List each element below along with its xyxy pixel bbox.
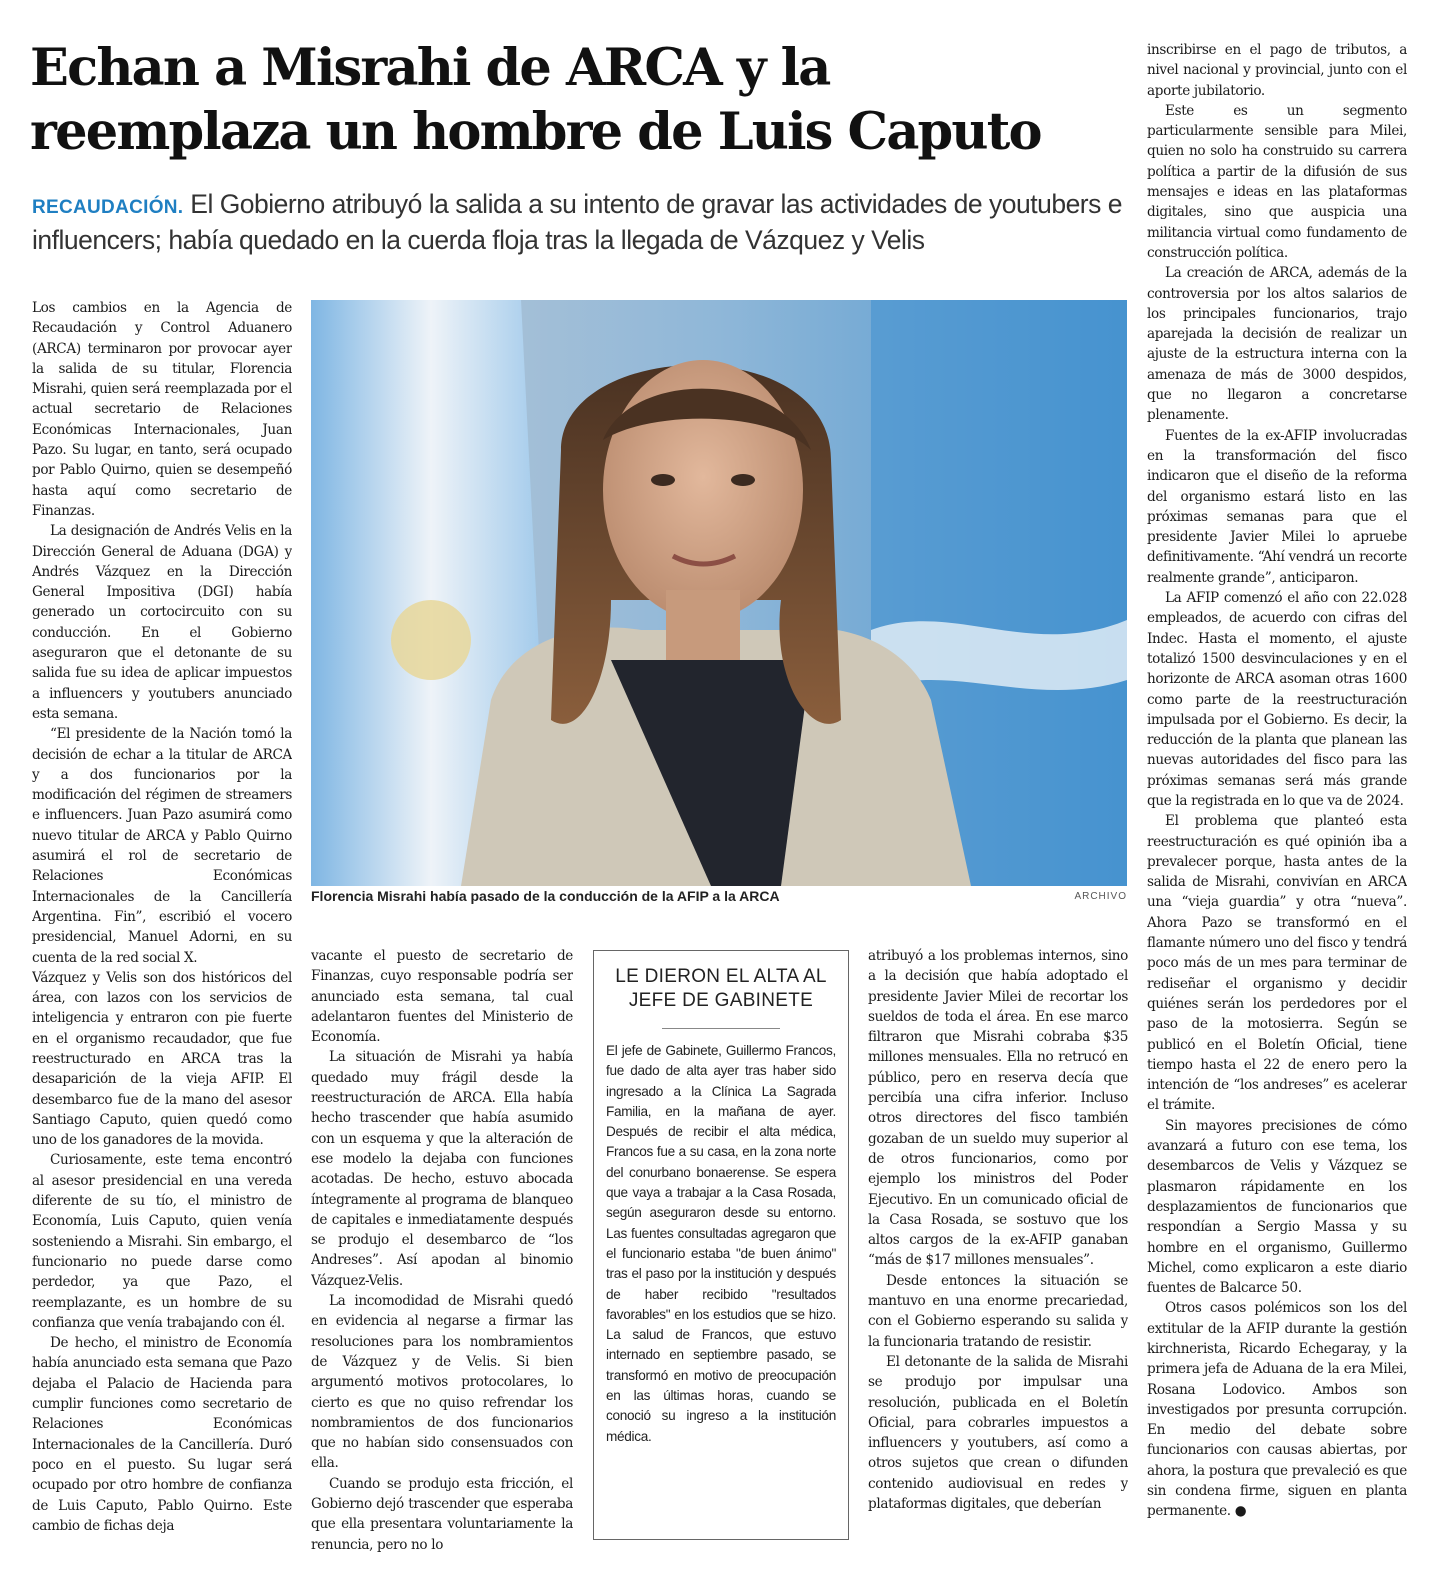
paragraph: Curiosamente, este tema encontró al asesor presidencial en una vereda diferente de su tío, el ministro de Economía, Luis Caputo, quien venía sosteniendo a Misrahi. Sin embargo, el funcionario no puede darse como perdedor, ya que Pazo, el reemplazante, es un hombre de su confianza que venía trabajando con él. (32, 1152, 292, 1331)
paragraph: Desde entonces la situación se mantuvo en una enorme precariedad, con el Gobierno esperando su salida y la funcionaria tratando de resistir. (868, 1272, 1128, 1350)
paragraph: El detonante de la salida de Misrahi se produjo por impulsar una resolución, publicada en el Boletín Oficial, para cobrarles impuestos a influencers y youtubers, así como a otros sujetos que crean o difunden contenido audiovisual en redes y plataformas digitales, que deberían (868, 1353, 1128, 1513)
paragraph: Cuando se produjo esta fricción, el Gobierno dejó trascender que esperaba que ella presentara voluntariamente la renuncia, pero no lo (311, 1475, 573, 1553)
paragraph: La designación de Andrés Velis en la Dirección General de Aduana (DGA) y Andrés Vázquez en la Dirección General Impositiva (DGI) había generado un cortocircuito con su conducción. En el Gobierno aseguraron que el detonante de su salida fue su idea de aplicar impuestos a influencers y youtubers anunciado esta semana. (32, 523, 292, 722)
article-photo (311, 300, 1127, 886)
paragraph: Vázquez y Velis son dos históricos del área, con lazos con los servicios de inteligencia y entraron con pie fuerte en el organismo recaudador, que fue reestructurado en ARCA tras la desaparición de la vieja AFIP. El desembarco fue de la mano del asesor Santiago Caputo, quien quedó como uno de los ganadores de la movida. (32, 969, 292, 1149)
paragraph: De hecho, el ministro de Economía había anunciado esta semana que Pazo dejaba el Palacio de Hacienda para cumplir funciones como secretario de Relaciones Económicas Internacionales de la Cancillería. Duró poco en el puesto. Su lugar será ocupado por otro hombre de confianza de Luis Caputo, Pablo Quirno. Este cambio de fichas deja (32, 1335, 292, 1534)
article-column-4 (868, 946, 1128, 1560)
headline-line-2: reemplaza un hombre de Luis Caputo (30, 102, 1041, 162)
article-column-5 (1147, 40, 1407, 1562)
paragraph: La creación de ARCA, además de la controversia por los altos salarios de los principales funcionarios, trajo aparejada la decisión de realizar un ajuste de la estructura interna con la amenaza de más de 3000 despidos, que no llegaron a concretarse plenamente. (1147, 265, 1407, 424)
photo-caption (311, 888, 1127, 912)
sidebar-box-body: El jefe de Gabinete, Guillermo Francos, fue dado de alta ayer tras haber sido ingresado a la Clínica La Sagrada Familia, en la mañana de ayer. Después de recibir el alta médica, Francos fue a su casa, en la zona norte del conurbano bonaerense. Se espera que vaya a trabajar a la Casa Rosada, según aseguraron desde su entorno. Las fuentes consultadas agregaron que el funcionario estaba "de buen ánimo" tras el paso por la institución y después de haber recibido "resultados favorables" en los estudios que se hizo. La salud de Francos, que estuvo internado en septiembre pasado, se transformó en motivo de preocupación en las últimas horas, cuando se conoció su ingreso a la institución médica. (606, 1043, 836, 1444)
deck (32, 188, 1147, 256)
paragraph: La situación de Misrahi ya había quedado muy frágil desde la reestructuración de ARCA. Ella había hecho trascender que había asumido con un esquema y que la alteración de ese modelo la dejaba con funciones acotadas. De hecho, estuvo abocada íntegramente al programa de blanqueo de capitales e inmediatamente después se produjo el desembarco de “los Andreses”. Así apodan al binomio Vázquez-Velis. (311, 1049, 573, 1289)
paragraph: Sin mayores precisiones de cómo avanzará a futuro con ese tema, los desembarcos de Velis y Vázquez se plasmaron rápidamente en los desplazamientos de funcionarios que respondían a Sergio Massa y su hombre en el organismo, Guillermo Michel, como explicaron a este diario fuentes de Balcarce 50. (1147, 1117, 1407, 1297)
paragraph (1147, 1298, 1407, 1521)
paragraph: atribuyó a los problemas internos, sino a la decisión que había adoptado el presidente Javier Milei de recortar los sueldos de toda el área. En ese marco filtraron que Misrahi cobraba $35 millones mensuales. Ella no retrucó en público, pero en reserva decía que percibía una cifra inferior. Incluso otros directores del fisco también gozaban de un sueldo muy superior al de otros funcionarios, como por ejemplo los ministros del Poder Ejecutivo. En un comunicado oficial de la Casa Rosada, se sostuvo que los altos cargos de la ex-AFIP ganaban “más de $17 millones mensuales”. (868, 948, 1128, 1269)
article-column-2 (311, 946, 573, 1560)
paragraph-text: Otros casos polémicos son los del extitular de la AFIP durante la gestión kirchnerista, Ricardo Echegaray, y la primera jefa de Aduana de la era Milei, Rosana Lodovico. Ambos son investigados por presunta corrupción. En medio del debate sobre funcionarios con causas abiertas, por ahora, la postura que prevaleció es que sin condena firme, siguen en planta permanente. (1147, 1300, 1407, 1520)
paragraph: Este es un segmento particularmente sensible para Milei, quien no solo ha construido su carrera política a partir de la difusión de sus mensajes e ideas en las plataformas digitales, sino que auspicia una militancia virtual como fundamento de construcción política. (1147, 102, 1407, 261)
end-mark-icon: ● (1234, 1503, 1247, 1520)
photo-credit: ARCHIVO (1074, 891, 1127, 902)
headline (30, 36, 1140, 164)
paragraph: inscribirse en el pago de tributos, a nivel nacional y provincial, junto con el aporte jubilatorio. (1147, 42, 1407, 99)
article-column-1 (32, 298, 292, 1560)
paragraph: El problema que planteó esta reestructuración es qué opinión iba a prevalecer porque, hasta antes de la salida de Misrahi, convivían en ARCA una “vieja guardia” y otra “nueva”. Ahora Pazo se transformó en el flamante número uno del fisco y tendrá poco más de un mes para terminar de rediseñar el organismo y decidir quiénes serán los perdedores por el paso de la motosierra. Según se publicó en el Boletín Oficial, tiene tiempo hasta el 22 de enero pero la intención de “los andreses” es acelerar el trámite. (1147, 813, 1407, 1114)
paragraph: La incomodidad de Misrahi quedó en evidencia al negarse a firmar las resoluciones para los nombramientos de Vázquez y de Velis. Si bien argumentó motivos protocolares, lo cierto es que no quiso refrendar los nombramientos de dos funcionarios que no habían sido consensuados con ella. (311, 1293, 573, 1472)
sun-emblem (391, 600, 471, 680)
paragraph: “El presidente de la Nación tomó la decisión de echar a la titular de ARCA y a dos funcionarios por la modificación del régimen de streamers e influencers. Juan Pazo asumirá como nuevo titular de ARCA y Pablo Quirno asumirá el rol de secretario de Relaciones Económicas Internacionales de la Cancillería Argentina. Fin”, escribió el vocero presidencial, Manuel Adorni, en su cuenta de la red social X. (32, 726, 292, 966)
deck-text: El Gobierno atribuyó la salida a su intento de gravar las actividades de youtubers e influencers; había quedado en la cuerda floja tras la llegada de Vázquez y Velis (32, 189, 1122, 255)
portrait-illustration (311, 300, 1127, 886)
paragraph: Los cambios en la Agencia de Recaudación y Control Aduanero (ARCA) terminaron por provocar ayer la salida de su titular, Florencia Misrahi, quien será reemplazada por el actual secretario de Relaciones Económicas Internacionales, Juan Pazo. Su lugar, en tanto, será ocupado por Pablo Quirno, quien se desempeñó hasta aquí como secretario de Finanzas. (32, 300, 292, 519)
paragraph: vacante el puesto de secretario de Finanzas, cuyo responsable podría ser anunciado esta semana, tal cual adelantaron fuentes del Ministerio de Economía. (311, 948, 573, 1046)
paragraph: La AFIP comenzó el año con 22.028 empleados, de acuerdo con cifras del Indec. Hasta el momento, el ajuste totalizó 1500 desvinculaciones y en el horizonte de ARCA asoman otras 1600 como parte de la reestructuración impulsada por el Gobierno. Es decir, la reducción de la planta que planean las nuevas autoridades del fisco para las próximas semanas será más grande que la registrada en lo que va de 2024. (1147, 590, 1407, 809)
sidebar-box-title: LE DIERON EL ALTA AL JEFE DE GABINETE (606, 965, 836, 1029)
section-kicker: RECAUDACIÓN. (32, 197, 184, 218)
paragraph: Fuentes de la ex-AFIP involucradas en la transformación del fisco indicaron que el diseño de la reforma del organismo estará listo en las próximas semanas para que el presidente Javier Milei lo apruebe definitivamente. “Ahí vendrá un recorte realmente grande”, anticiparon. (1147, 427, 1407, 586)
caption-text: Florencia Misrahi había pasado de la conducción de la AFIP a la ARCA (311, 888, 780, 904)
sidebar-box (593, 950, 849, 1540)
headline-line-1: Echan a Misrahi de ARCA y la (30, 38, 830, 98)
